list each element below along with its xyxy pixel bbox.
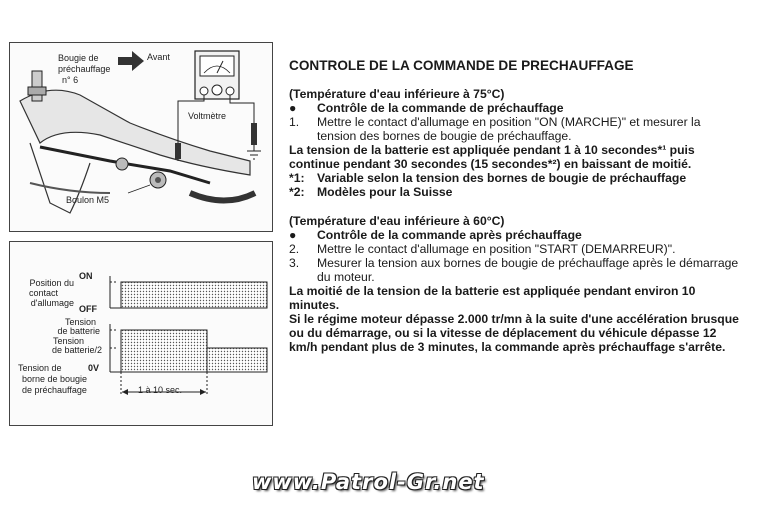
note-2-text: Modèles pour la Suisse (317, 185, 453, 200)
label-position-3: d'allumage (30, 298, 74, 308)
note-1-key: *1: (289, 171, 305, 186)
label-off: OFF (79, 304, 97, 314)
label-tension-1: Tension (64, 317, 96, 327)
note-1 (289, 171, 739, 185)
step-3-number: 3. (289, 256, 300, 271)
label-borne-3: de préchauffage (22, 385, 87, 395)
label-bougie-2: préchauffage (58, 64, 111, 74)
step-3 (289, 256, 739, 284)
bullet-2 (289, 228, 739, 242)
label-tension-2: de batterie (57, 326, 100, 336)
label-borne-2: borne de bougie (22, 374, 88, 384)
section-title: CONTROLE DE LA COMMANDE DE PRECHAUFFAGE (289, 57, 634, 73)
step-2-text: Mettre le contact d'allumage en position "START (DEMARREUR)". (317, 242, 676, 257)
timing-diagram (9, 241, 273, 426)
step-3-text: Mesurer la tension aux bornes de bougie de préchauffage après le démarrage du moteur. (317, 256, 739, 285)
bullet-dot: ● (289, 101, 297, 116)
label-tension2-1: Tension (52, 336, 84, 346)
bullet-1 (289, 101, 739, 115)
wiring-diagram (9, 42, 273, 232)
label-boulon: Boulon M5 (66, 195, 110, 205)
step-1 (289, 115, 739, 143)
note-2-key: *2: (289, 185, 305, 200)
instruction-text (289, 44, 739, 354)
temp-condition-2: (Température d'eau inférieure à 60°C) (289, 214, 505, 229)
label-position-1: Position du (29, 278, 74, 288)
label-avant: Avant (147, 52, 170, 62)
label-tension2-2: de batterie/2 (51, 345, 102, 355)
temp-condition-1: (Température d'eau inférieure à 75°C) (289, 87, 505, 102)
result-2: La moitié de la tension de la batterie est appliquée pendant environ 10 minutes. (289, 284, 696, 313)
step-2-number: 2. (289, 242, 300, 257)
note-1-text: Variable selon la tension des bornes de bougie de préchauffage (317, 171, 687, 186)
label-position-2: contact (28, 288, 58, 298)
label-voltmetre: Voltmètre (188, 111, 227, 121)
label-on: ON (79, 271, 93, 281)
result-1: La tension de la batterie est appliquée pendant 1 à 10 secondes*¹ puis continue pendant 30 secondes (15 secondes*²) en baissant de moitié. (289, 143, 695, 172)
glow-plug-illustration (10, 43, 272, 231)
watermark: www.Patrol-Gr.net (252, 470, 485, 494)
bullet-dot: ● (289, 228, 297, 243)
label-bougie-3: n° 6 (62, 75, 79, 85)
step-1-number: 1. (289, 115, 300, 130)
result-3: Si le régime moteur dépasse 2.000 tr/mn à la suite d'une accélération brusque ou du démarrage, ou si la vitesse de déplacement du véhicule dépasse 12 km/h pendant plus de 3 minutes, la commande après préchauffage s'arrête. (289, 312, 739, 355)
label-bougie-1: Bougie de (58, 53, 99, 63)
label-duration: 1 à 10 sec. (138, 385, 183, 395)
step-2 (289, 242, 739, 256)
label-ov: 0V (88, 363, 100, 373)
bullet-2-text: Contrôle de la commande après préchauffage (317, 228, 582, 243)
label-borne-1: Tension de (18, 363, 62, 373)
step-1-text: Mettre le contact d'allumage en position "ON (MARCHE)" et mesurer la tension des bornes de bougie de préchauffage. (317, 115, 701, 144)
bullet-1-text: Contrôle de la commande de préchauffage (317, 101, 564, 116)
note-2 (289, 185, 739, 199)
